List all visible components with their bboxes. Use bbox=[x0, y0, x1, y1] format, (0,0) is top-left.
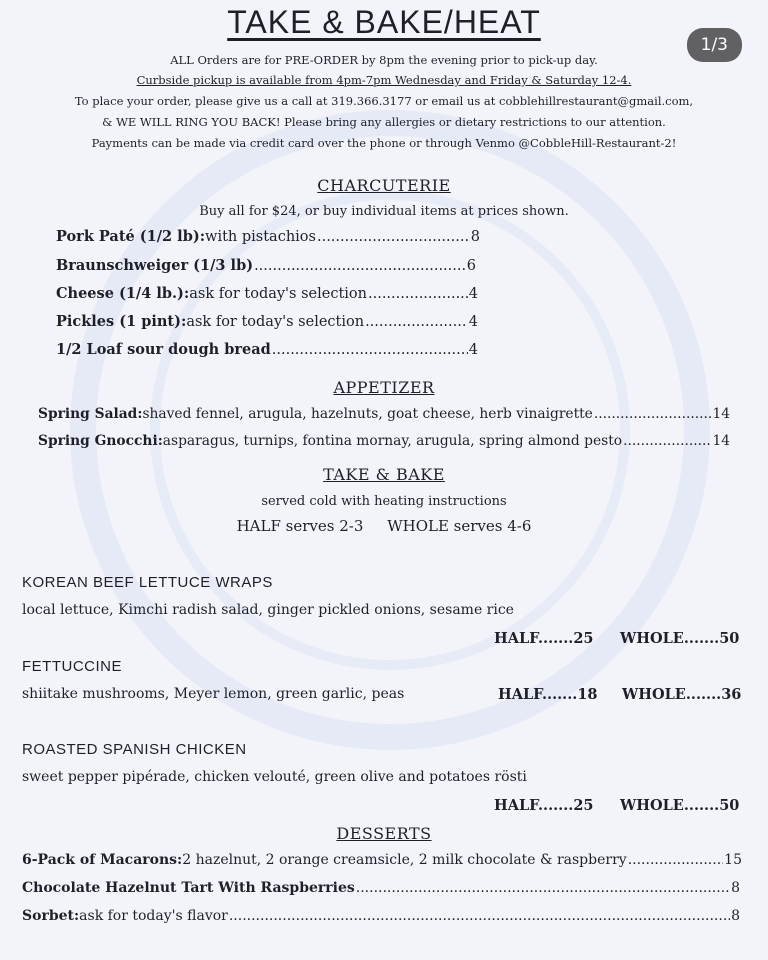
item-name: Cheese (1/4 lb.): bbox=[56, 285, 190, 302]
item-name: 6-Pack of Macarons: bbox=[22, 852, 183, 868]
half-price: HALF.......25 bbox=[494, 630, 594, 647]
take-bake-note: served cold with heating instructions bbox=[261, 494, 507, 509]
whole-price: WHOLE.......36 bbox=[622, 686, 742, 703]
dish-name: FETTUCCINE bbox=[22, 658, 122, 675]
dot-leader bbox=[365, 314, 468, 330]
dot-leader bbox=[628, 852, 723, 868]
item-price: 4 bbox=[468, 342, 478, 358]
dish-desc: sweet pepper pipérade, chicken velouté, green olive and potatoes rösti bbox=[22, 769, 527, 785]
dot-leader bbox=[623, 433, 711, 449]
dot-leader bbox=[368, 286, 468, 302]
item-name: 1/2 Loaf sour dough bread bbox=[56, 341, 271, 358]
item-name: Sorbet: bbox=[22, 908, 80, 924]
item-desc: with pistachios bbox=[205, 229, 316, 245]
menu-item bbox=[56, 257, 476, 274]
dot-leader bbox=[317, 229, 470, 245]
item-name: Braunschweiger (1/3 lb) bbox=[56, 257, 254, 274]
intro-line: ALL Orders are for PRE-ORDER by 8pm the evening prior to pick-up day. bbox=[170, 53, 598, 67]
dish-desc: shiitake mushrooms, Meyer lemon, green garlic, peas bbox=[22, 686, 405, 702]
item-name: Pickles (1 pint): bbox=[56, 313, 187, 330]
item-price: 14 bbox=[712, 406, 730, 422]
item-price: 4 bbox=[468, 314, 478, 330]
item-name: Chocolate Hazelnut Tart With Raspberries bbox=[22, 880, 355, 896]
menu-item bbox=[38, 406, 730, 422]
item-desc: 2 hazelnut, 2 orange creamsicle, 2 milk chocolate & raspberry bbox=[182, 852, 627, 868]
half-price: HALF.......25 bbox=[494, 797, 594, 814]
dot-leader bbox=[594, 406, 712, 422]
menu-item bbox=[56, 341, 478, 358]
item-price: 4 bbox=[468, 286, 478, 302]
intro-line: & WE WILL RING YOU BACK! Please bring any allergies or dietary restrictions to our attention. bbox=[102, 115, 666, 129]
whole-price: WHOLE.......50 bbox=[620, 630, 740, 647]
menu-item bbox=[22, 908, 740, 924]
item-desc: ask for today's selection bbox=[186, 314, 365, 330]
item-desc: shaved fennel, arugula, hazelnuts, goat cheese, herb vinaigrette bbox=[142, 406, 593, 422]
charcuterie-heading: CHARCUTERIE bbox=[317, 176, 451, 195]
appetizer-heading: APPETIZER bbox=[333, 378, 435, 397]
menu-item bbox=[22, 880, 740, 896]
item-name: Spring Salad: bbox=[38, 406, 143, 422]
item-price: 6 bbox=[466, 258, 476, 274]
dot-leader bbox=[254, 258, 466, 274]
take-bake-heading: TAKE & BAKE bbox=[323, 465, 445, 484]
menu-item bbox=[38, 433, 730, 449]
charcuterie-note: Buy all for $24, or buy individual items at prices shown. bbox=[199, 204, 569, 219]
menu-item bbox=[22, 852, 742, 868]
item-desc: asparagus, turnips, fontina mornay, arugula, spring almond pesto bbox=[162, 433, 623, 449]
item-price: 15 bbox=[724, 852, 742, 868]
desserts-heading: DESSERTS bbox=[336, 824, 432, 843]
item-price: 8 bbox=[470, 229, 480, 245]
intro-line: Curbside pickup is available from 4pm-7pm Wednesday and Friday & Saturday 12-4. bbox=[136, 73, 632, 87]
half-price: HALF.......18 bbox=[498, 686, 598, 703]
intro-line: To place your order, please give us a call at 319.366.3177 or email us at cobblehillrestaurant@gmail.com, bbox=[74, 94, 694, 108]
menu-item bbox=[56, 285, 478, 302]
menu-item bbox=[56, 228, 480, 245]
item-price: 14 bbox=[712, 433, 730, 449]
item-price: 8 bbox=[731, 908, 740, 924]
item-name: Pork Paté (1/2 lb): bbox=[56, 228, 206, 245]
intro-line: Payments can be made via credit card over the phone or through Venmo @CobbleHill-Restaurant-2! bbox=[91, 136, 677, 150]
item-desc: ask for today's flavor bbox=[79, 908, 228, 924]
page-counter-badge: 1/3 bbox=[687, 28, 742, 62]
dish-name: ROASTED SPANISH CHICKEN bbox=[22, 741, 247, 758]
dish-desc: local lettuce, Kimchi radish salad, ginger pickled onions, sesame rice bbox=[22, 602, 514, 618]
serving-sizes: HALF serves 2-3 WHOLE serves 4-6 bbox=[236, 517, 532, 535]
item-desc: ask for today's selection bbox=[189, 286, 367, 302]
whole-price: WHOLE.......50 bbox=[620, 797, 740, 814]
item-price: 8 bbox=[731, 880, 740, 896]
menu-title: TAKE & BAKE/HEAT bbox=[227, 4, 541, 40]
dot-leader bbox=[356, 880, 730, 896]
item-name: Spring Gnocchi: bbox=[38, 433, 163, 449]
menu-item bbox=[56, 313, 478, 330]
dot-leader bbox=[272, 342, 468, 358]
dot-leader bbox=[229, 908, 730, 924]
dish-name: KOREAN BEEF LETTUCE WRAPS bbox=[22, 574, 273, 591]
